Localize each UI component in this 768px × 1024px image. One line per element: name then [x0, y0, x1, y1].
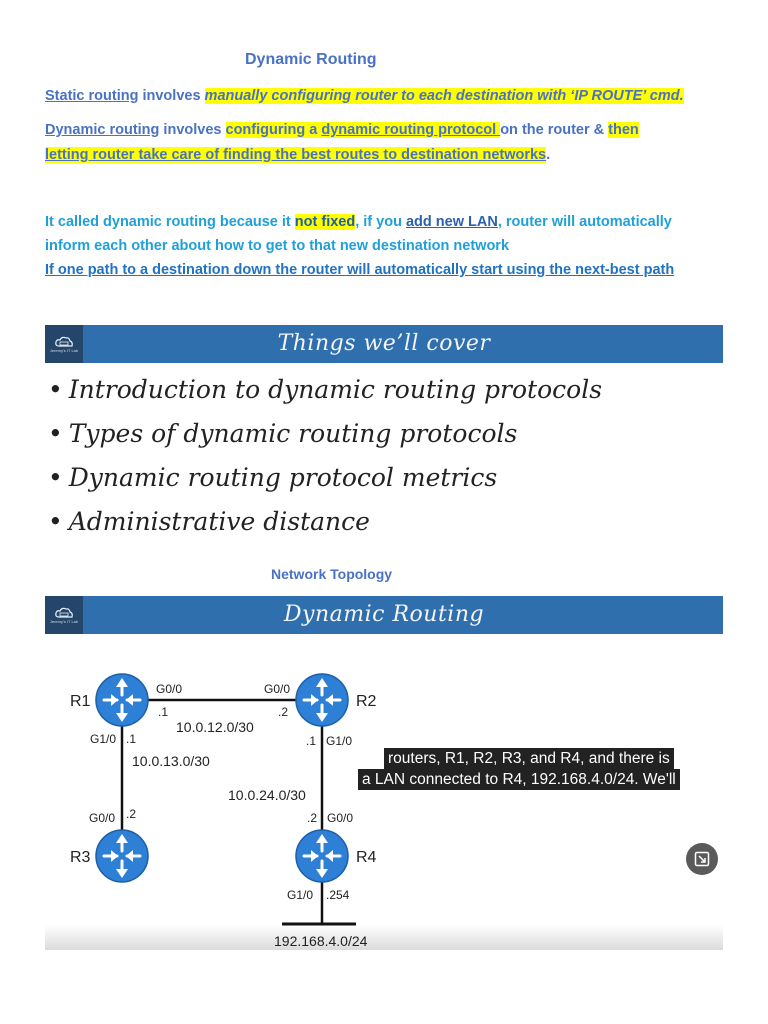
para-line-2: inform each other about how to get to that new destination network	[45, 238, 510, 254]
logo-text: Jeremy's IT Lab	[49, 347, 79, 353]
dynamic-mid-text: involves	[159, 122, 226, 138]
video-caption-line-2: a LAN connected to R4, 192.168.4.0/24. We'll	[358, 769, 680, 790]
router-r2-label: R2	[356, 693, 377, 710]
dynamic-highlight-2: then	[608, 122, 639, 138]
r2-g10-dot-label: .1	[306, 734, 317, 748]
para-a: It called dynamic routing because it	[45, 214, 295, 230]
para-e: , router will automatically	[497, 214, 672, 230]
network-diagram	[0, 634, 768, 950]
r4-254-label: .254	[326, 888, 350, 902]
net-10-0-12-label: 10.0.12.0/30	[176, 719, 254, 735]
slide-header-things-we-cover	[45, 325, 723, 363]
r4-g00-label: G0/0	[327, 811, 354, 825]
r2-dot2-label: .2	[278, 705, 289, 719]
bullet-list	[48, 375, 602, 551]
bullet-text: Dynamic routing protocol metrics	[68, 463, 498, 492]
bullet-item: • Introduction to dynamic routing protocols	[48, 375, 603, 404]
pip-exit-button[interactable]	[686, 843, 718, 875]
slide-title: Things we’ll cover	[277, 331, 491, 356]
bullet-text: Introduction to dynamic routing protocols	[68, 375, 603, 404]
dynamic-protocol-link[interactable]: dynamic routing protocol	[321, 122, 501, 138]
static-routing-link[interactable]: Static routing	[45, 88, 139, 104]
para-add-lan: add new LAN	[405, 214, 498, 230]
dynamic-line2-end: .	[546, 147, 551, 163]
logo-text: Jeremy's IT Lab	[49, 618, 79, 624]
bullet-item: • Dynamic routing protocol metrics	[48, 463, 498, 492]
router-r1-icon[interactable]	[96, 674, 148, 726]
net-10-0-24-label: 10.0.24.0/30	[228, 787, 306, 803]
r1-g00-label: G0/0	[156, 682, 183, 696]
bullet-text: Administrative distance	[68, 507, 370, 536]
page-title: Dynamic Routing	[245, 51, 377, 68]
r4-g10-label: G1/0	[287, 888, 314, 902]
dynamic-routing-link[interactable]: Dynamic routing	[45, 122, 160, 138]
r3-g00-label: G0/0	[89, 811, 116, 825]
r2-g00-label: G0/0	[264, 682, 291, 696]
dynamic-highlight-1: configuring a	[225, 122, 322, 138]
r4-dot-label: .2	[307, 811, 318, 825]
para-c: , if you	[355, 214, 406, 230]
router-r1-label: R1	[70, 693, 91, 710]
r3-dot-label: .2	[126, 807, 137, 821]
bullet-item: • Types of dynamic routing protocols	[48, 419, 518, 448]
dynamic-routing-line-1	[45, 122, 639, 138]
para-not-fixed: not fixed	[294, 214, 356, 230]
r2-g10-label: G1/0	[326, 734, 353, 748]
lan-label: 192.168.4.0/24	[274, 933, 368, 949]
r1-dot1-label: .1	[158, 705, 169, 719]
slide-title: Dynamic Routing	[283, 602, 485, 627]
router-r4-label: R4	[356, 849, 377, 866]
para-line-1	[45, 214, 672, 230]
dynamic-plain-text: on the router &	[500, 122, 609, 138]
static-highlight-text: manually configuring router to each destination with ‘IP ROUTE’ cmd.	[204, 88, 684, 104]
para-line-3: If one path to a destination down the router will automatically start using the next-best path	[45, 262, 675, 278]
r1-g10-dot-label: .1	[126, 732, 137, 746]
static-routing-line	[45, 88, 684, 104]
dynamic-line2-highlight: letting router take care of finding the best routes to destination networks	[45, 147, 547, 163]
network-topology-label: Network Topology	[271, 566, 393, 582]
router-r2-icon[interactable]	[296, 674, 348, 726]
router-r4-icon[interactable]	[296, 830, 348, 882]
net-10-0-13-label: 10.0.13.0/30	[132, 753, 210, 769]
r1-g10-label: G1/0	[90, 732, 117, 746]
static-mid-text: involves	[138, 88, 205, 104]
router-r3-label: R3	[70, 849, 91, 866]
slide-header-dynamic-routing	[45, 596, 723, 634]
bullet-text: Types of dynamic routing protocols	[68, 419, 518, 448]
bullet-item: • Administrative distance	[48, 507, 370, 536]
dynamic-routing-line-2	[45, 147, 550, 163]
router-r3-icon[interactable]	[96, 830, 148, 882]
video-caption-line-1: routers, R1, R2, R3, and R4, and there is	[384, 748, 674, 769]
exit-pip-icon	[694, 851, 710, 867]
